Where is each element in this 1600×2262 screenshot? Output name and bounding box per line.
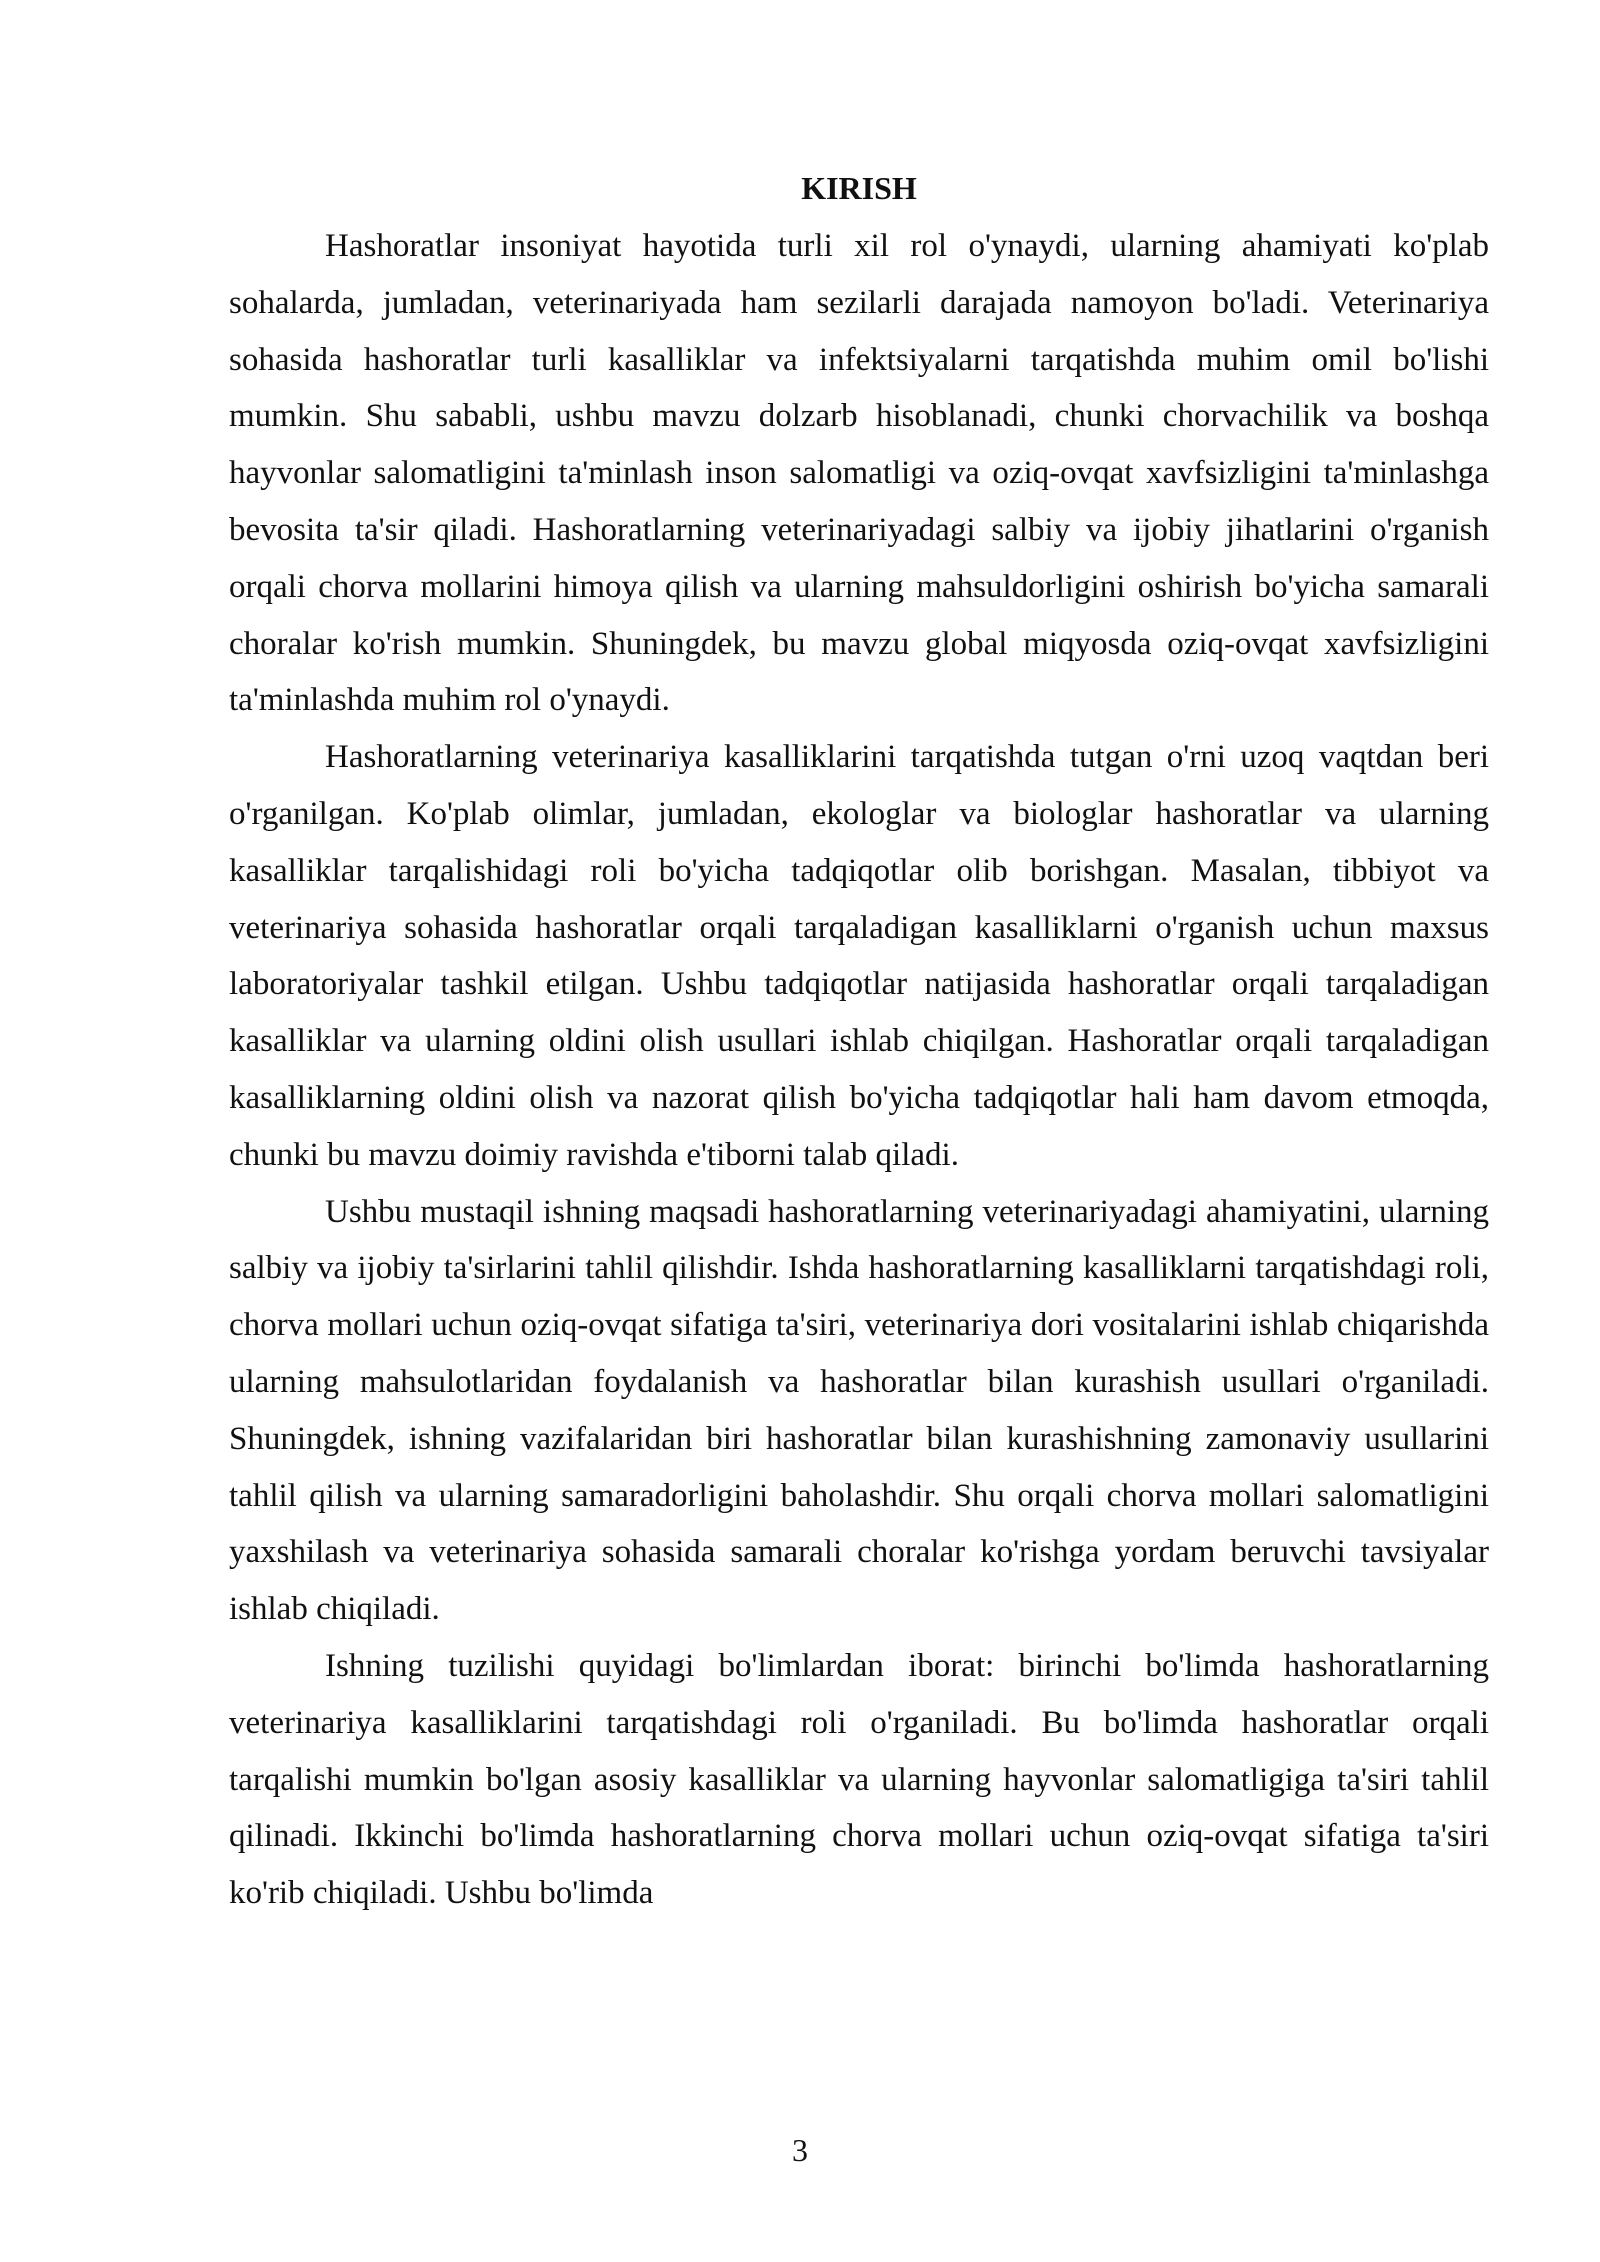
paragraph-3: Ushbu mustaqil ishning maqsadi hashoratlarning veterinariyadagi ahamiyatini, ularning salbiy va ijobiy ta'sirlarini tahlil qilishdir. Ishda hashoratlarning kasalliklarni tarqatishdagi roli, chorva mollari uchun oziq-ovqat sifatiga ta'siri, veterinariya dori vositalarini ishlab chiqarishda ularning mahsulotlaridan foydalanish va hashoratlar bilan kurashish usullari o'rganiladi. Shuningdek, ishning vazifalaridan biri hashoratlar bilan kurashishning zamonaviy usullarini tahlil qilish va ularning samaradorligini baholashdir. Shu orqali chorva mollari salomatligini yaxshilash va veterinariya sohasida samarali choralar ko'rishga yordam beruvchi tavsiyalar ishlab chiqiladi. <box>229 1193 1489 1628</box>
paragraph-4: Ishning tuzilishi quyidagi bo'limlardan iborat: birinchi bo'limda hashoratlarning veterinariya kasalliklarini tarqatishdagi roli o'rganiladi. Bu bo'limda hashoratlar orqali tarqalishi mumkin bo'lgan asosiy kasalliklar va ularning hayvonlar salomatligiga ta'siri tahlil qilinadi. Ikkinchi bo'limda hashoratlarning chorva mollari uchun oziq-ovqat sifatiga ta'siri ko'rib chiqiladi. Ushbu bo'limda <box>229 1647 1489 1912</box>
page-number: 3 <box>792 2132 808 2168</box>
paragraph-1: Hashoratlar insoniyat hayotida turli xil rol o'ynaydi, ularning ahamiyati ko'plab sohalarda, jumladan, veterinariyada ham sezilarli darajada namoyon bo'ladi. Veterinariya sohasida hashoratlar turli kasalliklar va infektsiyalarni tarqatishda muhim omil bo'lishi mumkin. Shu sababli, ushbu mavzu dolzarb hisoblanadi, chunki chorvachilik va boshqa hayvonlar salomatligini ta'minlash inson salomatligi va oziq-ovqat xavfsizligini ta'minlashga bevosita ta'sir qiladi. Hashoratlarning veterinariyadagi salbiy va ijobiy jihatlarini o'rganish orqali chorva mollarini himoya qilish va ularning mahsuldorligini oshirish bo'yicha samarali choralar ko'rish mumkin. Shuningdek, bu mavzu global miqyosda oziq-ovqat xavfsizligini ta'minlashda muhim rol o'ynaydi. <box>229 228 1489 719</box>
page-title: KIRISH <box>801 170 917 206</box>
paragraph-2: Hashoratlarning veterinariya kasalliklarini tarqatishda tutgan o'rni uzoq vaqtdan beri o'rganilgan. Ko'plab olimlar, jumladan, ekologlar va biologlar hashoratlar va ularning kasalliklar tarqalishidagi roli bo'yicha tadqiqotlar olib borishgan. Masalan, tibbiyot va veterinariya sohasida hashoratlar orqali tarqaladigan kasalliklarni o'rganish uchun maxsus laboratoriyalar tashkil etilgan. Ushbu tadqiqotlar natijasida hashoratlar orqali tarqaladigan kasalliklar va ularning oldini olish usullari ishlab chiqilgan. Hashoratlar orqali tarqaladigan kasalliklarning oldini olish va nazorat qilish bo'yicha tadqiqotlar hali ham davom etmoqda, chunki bu mavzu doimiy ravishda e'tiborni talab qiladi. <box>229 739 1489 1173</box>
page-content <box>229 160 1489 1922</box>
